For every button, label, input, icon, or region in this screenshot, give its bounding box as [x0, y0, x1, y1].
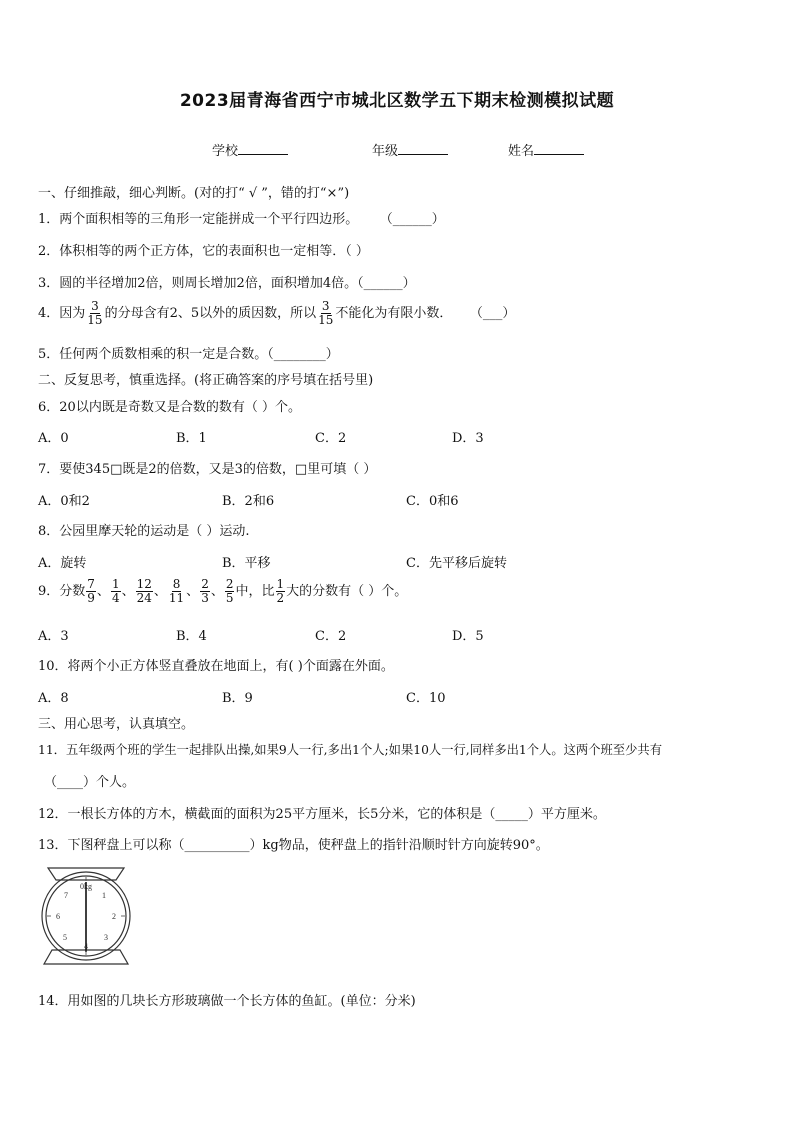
question-3: 3．圆的半径增加2倍，则周长增加2倍，面积增加4倍。（______）	[38, 276, 416, 291]
q8-option-a[interactable]: A．旋转	[38, 556, 87, 571]
separator: 、	[96, 584, 110, 599]
question-10: 10．将两个小正方体竖直叠放在地面上，有( )个面露在外面。	[38, 659, 394, 674]
name-blank[interactable]	[534, 142, 584, 155]
question-2: 2．体积相等的两个正方体，它的表面积也一定相等．（ ）	[38, 244, 369, 259]
dial-label-2: 2	[112, 912, 116, 921]
fraction-1-4: $\frac{1}{4}$	[111, 577, 120, 605]
separator: 、	[153, 584, 167, 599]
question-4-pre: 4．因为	[38, 306, 86, 321]
fraction-2-5: $\frac{2}{5}$	[225, 577, 234, 605]
q6-option-d[interactable]: D．3	[452, 431, 484, 446]
q7-option-c[interactable]: C．0和6	[406, 494, 459, 509]
question-13: 13．下图秤盘上可以称（__________）kg物品，使秤盘上的指针沿顺时针方向旋转90°。	[38, 838, 549, 853]
question-1-text: 1．两个面积相等的三角形一定能拼成一个平行四边形。	[38, 212, 359, 227]
weighing-scale-figure	[38, 860, 134, 976]
separator: 、	[186, 584, 200, 599]
question-12: 12．一根长方体的方木，横截面的面积为25平方厘米，长5分米，它的体积是（_____）平方厘米。	[38, 807, 606, 822]
question-14: 14．用如图的几块长方形玻璃做一个长方体的鱼缸。(单位：分米)	[38, 994, 416, 1009]
grade-label: 年级	[372, 144, 399, 159]
grade-blank[interactable]	[398, 142, 448, 155]
section-1-heading: 一、仔细推敲，细心判断。(对的打“ √ ”，错的打“×”)	[38, 186, 350, 201]
q6-option-a[interactable]: A．0	[38, 431, 69, 446]
dial-label-6: 6	[56, 912, 60, 921]
q10-option-a[interactable]: A．8	[38, 691, 69, 706]
question-11-line-1: 11．五年级两个班的学生一起排队出操,如果9人一行,多出1个人;如果10人一行,同样多出1个人。这两个班至少共有	[38, 743, 662, 757]
section-2-heading: 二、反复思考，慎重选择。(将正确答案的序号填在括号里)	[38, 373, 374, 388]
fraction-3-15-b: $\frac{3}{15}$	[318, 299, 334, 327]
page-title: 2023届青海省西宁市城北区数学五下期末检测模拟试题	[179, 91, 615, 111]
question-4	[38, 300, 515, 327]
section-3-heading: 三、用心思考，认真填空。	[38, 717, 195, 732]
question-1-answer[interactable]: （______）	[386, 212, 445, 227]
separator: 、	[121, 584, 135, 599]
school-field	[212, 140, 288, 159]
fraction-12-24: $\frac{12}{24}$	[136, 577, 152, 605]
q9-option-a[interactable]: A．3	[38, 629, 69, 644]
question-9	[38, 578, 407, 605]
fraction-1-2: $\frac{1}{2}$	[276, 577, 285, 605]
question-8: 8．公园里摩天轮的运动是（ ）运动.	[38, 524, 250, 539]
separator: 、	[210, 584, 224, 599]
question-6: 6．20以内既是奇数又是合数的数有（ ）个。	[38, 400, 301, 415]
q10-option-b[interactable]: B．9	[222, 691, 253, 706]
q9-option-d[interactable]: D．5	[452, 629, 484, 644]
question-9-pre: 9．分数	[38, 584, 86, 599]
name-label: 姓名	[508, 144, 535, 159]
question-5: 5．任何两个质数相乘的积一定是合数。（________）	[38, 347, 339, 362]
question-11-line-2: （____）个人。	[44, 775, 136, 790]
fraction-8-11: $\frac{8}{11}$	[168, 577, 185, 605]
q9-option-b[interactable]: B．4	[176, 629, 207, 644]
question-4-post: 不能化为有限小数．	[335, 306, 453, 321]
school-blank[interactable]	[238, 142, 288, 155]
dial-label-4: 4	[84, 942, 88, 951]
dial-label-3: 3	[104, 933, 108, 942]
q8-option-c[interactable]: C．先平移后旋转	[406, 556, 507, 571]
q9-option-c[interactable]: C．2	[315, 629, 347, 644]
question-4-answer[interactable]: （___）	[476, 306, 516, 321]
q10-option-c[interactable]: C．10	[406, 691, 446, 706]
dial-label-5: 5	[63, 933, 67, 942]
q6-option-b[interactable]: B．1	[176, 431, 207, 446]
question-9-mid: 中，比	[235, 584, 275, 599]
question-9-post: 大的分数有（ ）个。	[286, 584, 408, 599]
q6-option-c[interactable]: C．2	[315, 431, 347, 446]
question-7: 7．要使345□既是2的倍数，又是3的倍数，□里可填（ ）	[38, 462, 377, 477]
q7-option-b[interactable]: B．2和6	[222, 494, 275, 509]
fraction-2-3: $\frac{2}{3}$	[201, 577, 209, 605]
name-field	[508, 140, 584, 159]
question-1	[38, 208, 445, 227]
q7-option-a[interactable]: A．0和2	[38, 494, 90, 509]
fraction-7-9: $\frac{7}{9}$	[87, 577, 95, 605]
question-4-mid: 的分母含有2、5以外的质因数，所以	[104, 306, 317, 321]
dial-label-7: 7	[64, 891, 68, 900]
school-label: 学校	[212, 144, 239, 159]
dial-label-1: 1	[102, 891, 106, 900]
q8-option-b[interactable]: B．平移	[222, 556, 271, 571]
grade-field	[372, 140, 448, 159]
dial-label-0kg: 0kg	[80, 882, 92, 891]
fraction-3-15: $\frac{3}{15}$	[87, 299, 103, 327]
